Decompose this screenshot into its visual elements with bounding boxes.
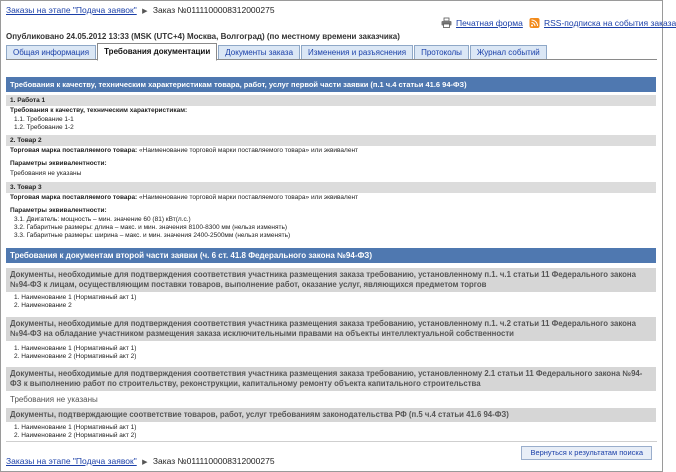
tab-bar bbox=[6, 43, 548, 60]
list-item: 2. Наименование 2 (Нормативный акт 2) bbox=[14, 432, 137, 439]
tab-event-log[interactable]: Журнал событий bbox=[470, 45, 547, 60]
goods-3-params-label: Параметры эквивалентности: bbox=[10, 207, 107, 214]
list-item: 1. Наименование 1 (Нормативный акт 1) bbox=[14, 345, 137, 352]
list-item: 2. Наименование 2 bbox=[14, 302, 72, 309]
trademark-label: Торговая марка поставляемого товара: bbox=[10, 194, 138, 201]
goods-2-header: 2. Товар 2 bbox=[6, 135, 656, 146]
main-content bbox=[6, 77, 656, 440]
footer-divider bbox=[6, 441, 657, 442]
tab-changes[interactable]: Изменения и разъяснения bbox=[301, 45, 413, 60]
list-item: 1. Наименование 1 (Нормативный акт 1) bbox=[14, 424, 137, 431]
list-item: 1.1. Требование 1-1 bbox=[14, 116, 74, 123]
breadcrumb-bottom bbox=[6, 456, 275, 466]
tab-general-info[interactable]: Общая информация bbox=[6, 45, 96, 60]
requirements-note: Требования не указаны bbox=[10, 395, 98, 404]
tab-protocols[interactable]: Протоколы bbox=[414, 45, 469, 60]
printer-icon bbox=[441, 18, 452, 28]
rss-label[interactable]: RSS-подписка на события заказа bbox=[544, 18, 676, 28]
rss-icon bbox=[529, 18, 540, 28]
goods-2-params-label: Параметры эквивалентности: bbox=[10, 160, 107, 167]
list-item: 1.2. Требование 1-2 bbox=[14, 124, 74, 131]
list-item: 3.2. Габаритные размеры: длина – макс. и мин. значения 8100-8300 мм (нельзя изменять) bbox=[14, 224, 288, 231]
tab-order-documents[interactable]: Документы заказа bbox=[218, 45, 300, 60]
trademark-value: «Наименование торговой марки поставляемого товара» или эквивалент bbox=[137, 194, 359, 201]
list-item: 1. Наименование 1 (Нормативный акт 1) bbox=[14, 294, 137, 301]
rss-subscribe-link[interactable] bbox=[529, 18, 676, 28]
doc-group-header: Документы, необходимые для подтверждения соответствия участника размещения заказа требованию, установленному п.1. ч.1 статьи 11 Федерального закона №94-ФЗ к лицам, осуществляющим поставки товаров, выполнение работ, оказание услуг, являющихся предметом торгов bbox=[6, 268, 656, 292]
list-item: 2. Наименование 2 (Нормативный акт 2) bbox=[14, 353, 137, 360]
breadcrumb-link-orders[interactable]: Заказы на этапе "Подача заявок" bbox=[6, 5, 137, 15]
goods-2-params-value: Требования не указаны bbox=[10, 170, 82, 177]
breadcrumb-current: Заказ №0111100008312000275 bbox=[152, 456, 275, 466]
section-quality-requirements-header: Требования к качеству, техническим характеристикам товара, работ, услуг первой части заявки (п.1 ч.4 статьи 41.6 94-ФЗ) bbox=[6, 77, 656, 92]
trademark-label: Торговая марка поставляемого товара: bbox=[10, 147, 138, 154]
breadcrumb-current: Заказ №0111100008312000275 bbox=[152, 5, 275, 15]
work-1-header: 1. Работа 1 bbox=[6, 95, 656, 106]
doc-group-header: Документы, подтверждающие соответствие товаров, работ, услуг требованиям законодательства РФ (п.5 ч.4 статьи 41.6 94-ФЗ) bbox=[6, 408, 656, 422]
goods-2-trademark bbox=[6, 146, 656, 156]
list-item: 3.3. Габаритные размеры: ширина – макс. и мин. значения 2400-2500мм (нельзя изменять) bbox=[14, 232, 291, 239]
published-info: Опубликовано 24.05.2012 13:33 (MSK (UTC+4) Москва, Волгоград) (по местному времени заказчика) bbox=[6, 32, 400, 41]
doc-group-header: Документы, необходимые для подтверждения соответствия участника размещения заказа требованию, установленному п.1. ч.2 статьи 11 Федерального закона №94-ФЗ на обладание участником размещения заказа исключительными правами на объекты интеллектуальной собственности bbox=[6, 317, 656, 341]
print-form-label[interactable]: Печатная форма bbox=[456, 18, 523, 28]
print-form-link[interactable] bbox=[441, 18, 523, 28]
arrow-right-icon: ▶ bbox=[142, 459, 148, 466]
doc-group-header: Документы, необходимые для подтверждения соответствия участника размещения заказа требованию, установленному 2.1 статьи 11 Федерального закона №94-ФЗ к выполнению работ по строительству, реконструкции, капитальному ремонту объекта капитального строительства bbox=[6, 367, 656, 391]
trademark-value: «Наименование торговой марки поставляемого товара» или эквивалент bbox=[137, 147, 359, 154]
section-second-part-header: Требования к документам второй части заявки (ч. 6 ст. 41.8 Федерального закона №94-ФЗ) bbox=[6, 248, 656, 263]
work-1-req-label: Требования к качеству, техническим характеристикам: bbox=[10, 107, 188, 114]
list-item: 3.1. Двигатель: мощность – мин. значение 60 (81) кВт(л.с.) bbox=[14, 216, 191, 223]
goods-3-trademark bbox=[6, 193, 656, 203]
tab-documentation-requirements[interactable]: Требования документации bbox=[97, 43, 217, 61]
back-to-results-button[interactable]: Вернуться к результатам поиска bbox=[521, 446, 652, 460]
goods-3-header: 3. Товар 3 bbox=[6, 182, 656, 193]
breadcrumb bbox=[6, 5, 275, 15]
breadcrumb-link-orders[interactable]: Заказы на этапе "Подача заявок" bbox=[6, 456, 137, 466]
arrow-right-icon: ▶ bbox=[142, 8, 148, 15]
